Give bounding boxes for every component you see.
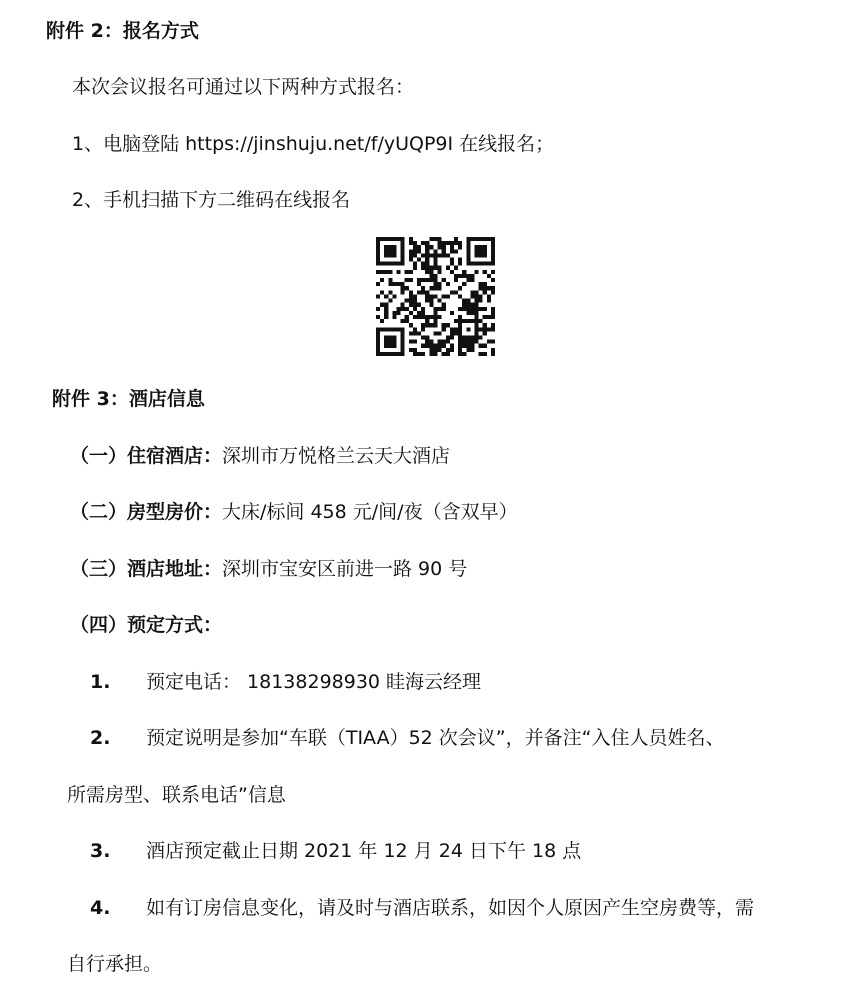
booking-step-4-continued: 自行承担。 <box>67 953 163 975</box>
step-text: 酒店预定截止日期 2021 年 12 月 24 日下午 18 点 <box>146 840 582 862</box>
step-number: 4. <box>90 897 111 919</box>
step-text: 预定说明是参加“车联（TIAA）52 次会议”，并备注“入住人员姓名、 <box>146 727 725 749</box>
hotel-address-row <box>70 556 467 582</box>
booking-step-1 <box>90 669 481 695</box>
qr-code-image <box>376 237 495 356</box>
booking-step-2-continued: 所需房型、联系电话”信息 <box>67 784 286 806</box>
registration-method-2: 2、手机扫描下方二维码在线报名 <box>72 189 351 211</box>
step-text: 预定电话： 18138298930 眭海云经理 <box>146 671 482 693</box>
hotel-name-value: 深圳市万悦格兰云天大酒店 <box>222 445 451 467</box>
room-price-row <box>70 499 518 525</box>
step-number: 3. <box>90 840 111 862</box>
step-text: 如有订房信息变化，请及时与酒店联系，如因个人原因产生空房费等，需 <box>146 897 755 919</box>
step-number: 1. <box>90 671 111 693</box>
step-number: 2. <box>90 727 111 749</box>
registration-intro: 本次会议报名可通过以下两种方式报名： <box>72 76 415 98</box>
booking-method-label: （四）预定方式： <box>70 614 223 636</box>
booking-step-3 <box>90 838 581 864</box>
room-price-value: 大床/标间 458 元/间/夜（含双早） <box>222 501 518 523</box>
booking-step-2 <box>90 725 724 751</box>
hotel-address-label: （三）酒店地址： <box>70 558 223 580</box>
attachment-2-heading: 附件 2：报名方式 <box>46 20 199 42</box>
attachment-3-heading: 附件 3：酒店信息 <box>52 388 205 410</box>
registration-method-1: 1、电脑登陆 https://jinshuju.net/f/yUQP9I 在线报名； <box>72 133 555 155</box>
hotel-name-row <box>70 443 450 469</box>
booking-step-4 <box>90 895 754 921</box>
room-price-label: （二）房型房价： <box>70 501 223 523</box>
hotel-name-label: （一）住宿酒店： <box>70 445 223 467</box>
hotel-address-value: 深圳市宝安区前进一路 90 号 <box>222 558 468 580</box>
